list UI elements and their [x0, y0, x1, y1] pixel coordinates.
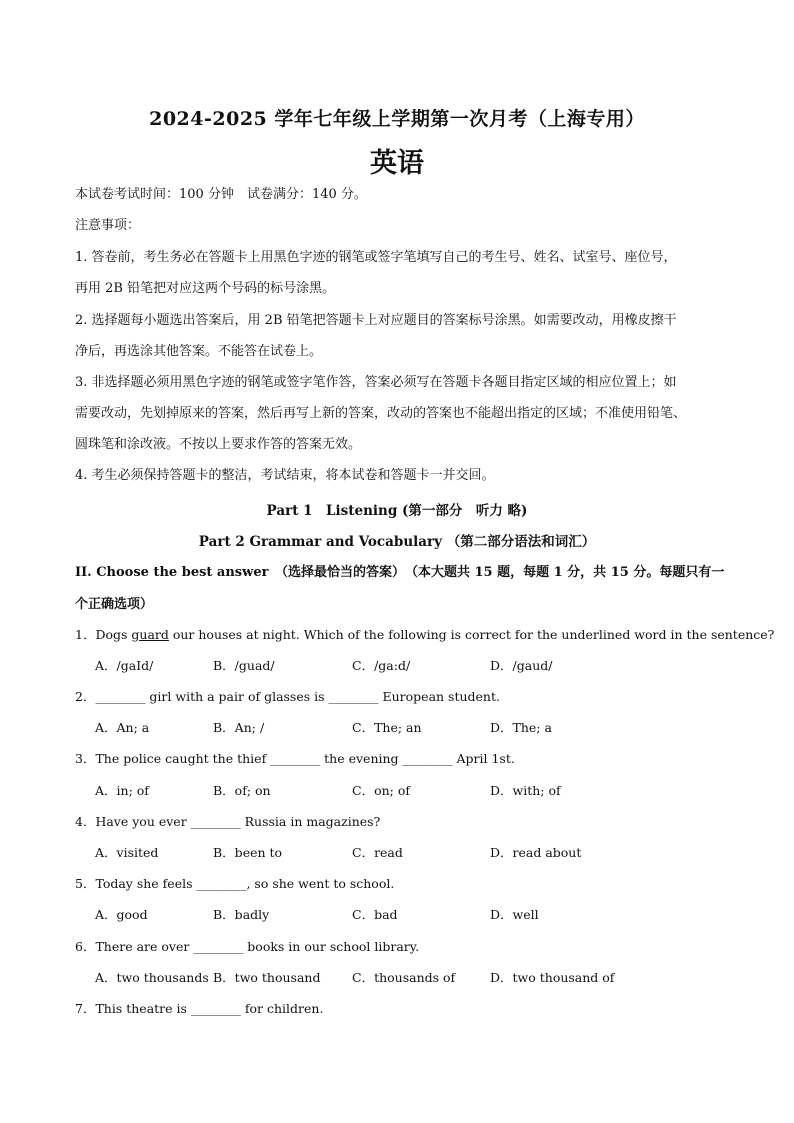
option-c[interactable]: C．bad [352, 907, 398, 922]
option-b[interactable]: B．two thousand [213, 970, 321, 985]
part1-heading: Part 1 Listening (第一部分 听力 略) [266, 503, 528, 519]
option-b[interactable]: B．An; / [213, 720, 265, 735]
question-6: 6．There are over ________ books in our school library. [75, 939, 420, 954]
note-line: 圆珠笔和涂改液。不按以上要求作答的答案无效。 [75, 437, 362, 452]
option-a[interactable]: A．visited [95, 845, 159, 860]
note-line: 净后，再选涂其他答案。不能答在试卷上。 [75, 344, 323, 359]
option-d[interactable]: D．two thousand of [490, 970, 615, 985]
note-line: 4. 考生必须保持答题卡的整洁，考试结束，将本试卷和答题卡一并交回。 [75, 468, 495, 483]
note-line: 1. 答卷前，考生务必在答题卡上用黑色字迹的钢笔或签字笔填写自己的考生号、姓名、试室号、座位号， [75, 250, 677, 265]
subject-title: 英语 [370, 148, 424, 179]
note-line: 再用 2B 铅笔把对应这两个号码的标号涂黑。 [75, 281, 336, 296]
option-a[interactable]: A．in; of [95, 783, 149, 798]
option-a[interactable]: A．An; a [95, 720, 150, 735]
question-text: our houses at night. Which of the following is correct for the underlined word in the sentence? [168, 627, 775, 642]
option-b[interactable]: B．been to [213, 845, 283, 860]
option-a[interactable]: A．/gaId/ [95, 658, 154, 673]
option-d[interactable]: D．/gaud/ [490, 658, 553, 673]
option-b[interactable]: B．/guad/ [213, 658, 275, 673]
question-text: 1．Dogs [75, 627, 132, 642]
question-5: 5．Today she feels ________, so she went to school. [75, 876, 395, 891]
option-a[interactable]: A．good [95, 907, 148, 922]
option-a[interactable]: A．two thousands [95, 970, 209, 985]
option-d[interactable]: D．well [490, 907, 539, 922]
option-c[interactable]: C．on; of [352, 783, 410, 798]
option-c[interactable]: C．The; an [352, 720, 422, 735]
option-c[interactable]: C．/ga:d/ [352, 658, 411, 673]
exam-time-score: 本试卷考试时间：100 分钟 试卷满分：140 分。 [75, 187, 367, 202]
option-d[interactable]: D．The; a [490, 720, 552, 735]
option-b[interactable]: B．of; on [213, 783, 271, 798]
note-line: 需要改动，先划掉原来的答案，然后再写上新的答案，改动的答案也不能超出指定的区域；不准使用铅笔、 [75, 406, 687, 421]
notice-label: 注意事项： [75, 218, 141, 233]
question-2: 2．________ girl with a pair of glasses is ________ European student. [75, 689, 500, 704]
option-c[interactable]: C．thousands of [352, 970, 456, 985]
note-line: 2. 选择题每小题选出答案后，用 2B 铅笔把答题卡上对应题目的答案标号涂黑。如需要改动，用橡皮擦干 [75, 313, 677, 328]
underlined-word: guard [131, 627, 169, 642]
note-line: 3. 非选择题必须用黑色字迹的钢笔或签字笔作答，答案必须写在答题卡各题目指定区域的相应位置上；如 [75, 375, 677, 390]
option-d[interactable]: D．read about [490, 845, 582, 860]
question-7: 7．This theatre is ________ for children. [75, 1001, 324, 1016]
option-b[interactable]: B．badly [213, 907, 270, 922]
section-heading-cont: 个正确选项） [75, 597, 154, 612]
question-1 [75, 625, 774, 643]
option-d[interactable]: D．with; of [490, 783, 561, 798]
option-c[interactable]: C．read [352, 845, 403, 860]
exam-title: 2024-2025 学年七年级上学期第一次月考（上海专用） [149, 108, 645, 130]
section-heading: II. Choose the best answer （选择最恰当的答案） （本大题共 15 题，每题 1 分，共 15 分。每题只有一 [75, 565, 725, 580]
question-4: 4．Have you ever ________ Russia in magazines? [75, 814, 381, 829]
question-3: 3．The police caught the thief ________ the evening ________ April 1st. [75, 751, 515, 766]
part2-heading: Part 2 Grammar and Vocabulary （第二部分语法和词汇） [198, 534, 596, 550]
